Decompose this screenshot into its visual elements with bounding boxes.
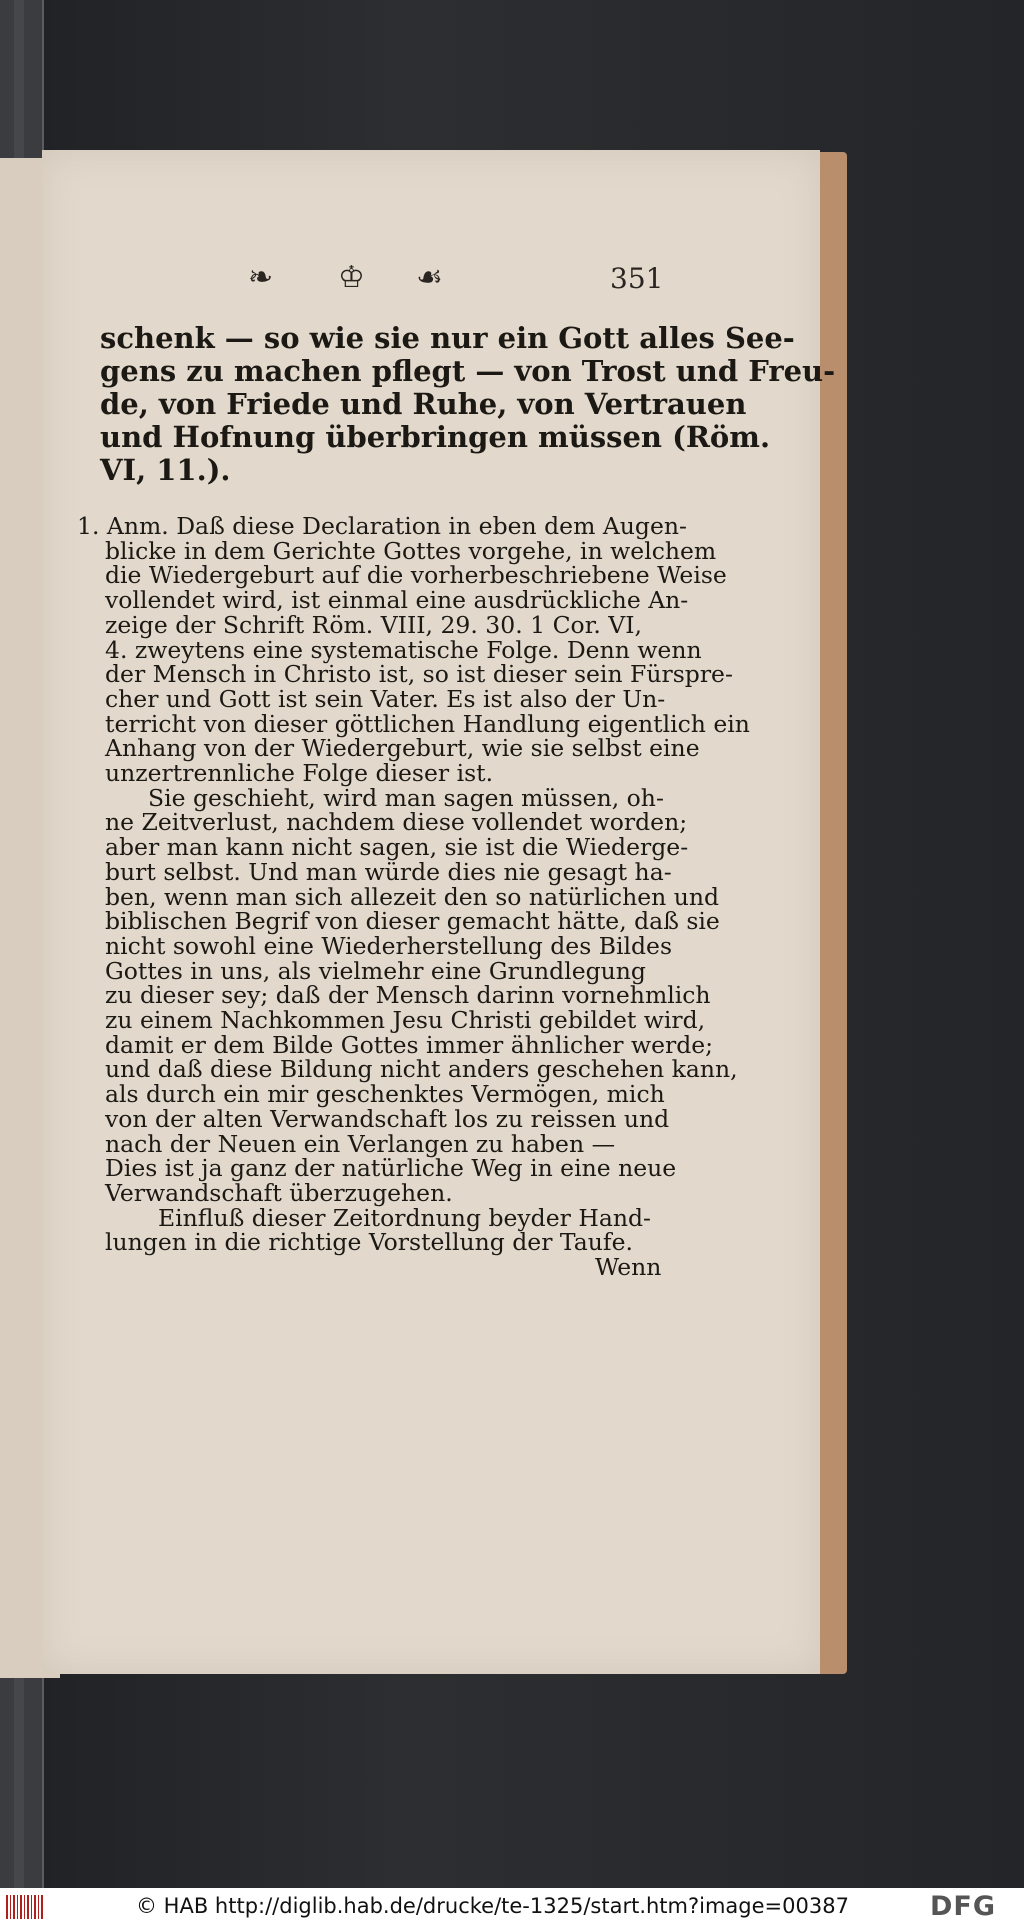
text-line: vollendet wird, ist einmal eine ausdrückliche An-: [105, 586, 689, 615]
text-line: Wenn: [595, 1253, 662, 1281]
text-line: und daß diese Bildung nicht anders geschehen kann,: [105, 1055, 738, 1084]
text-line: Dies ist ja ganz der natürliche Weg in eine neue: [105, 1154, 677, 1183]
crown-ornament-icon: ♔: [338, 260, 365, 295]
text-line: damit er dem Bilde Gottes immer ähnlicher werde;: [105, 1030, 714, 1059]
barcode-icon: [6, 1895, 44, 1919]
text-line: die Wiedergeburt auf die vorherbeschriebene Weise: [105, 561, 727, 590]
text-line: unzertrennliche Folge dieser ist.: [105, 759, 494, 787]
text-line: und Hofnung überbringen müssen (Röm.: [100, 420, 771, 454]
text-line: aber man kann nicht sagen, sie ist die Wiederge-: [105, 833, 689, 862]
text-line: nach der Neuen ein Verlangen zu haben —: [105, 1129, 616, 1158]
text-line: 4. zweytens eine systematische Folge. Denn wenn: [105, 635, 702, 664]
text-line: 1. Anm. Daß diese Declaration in eben dem Augen-: [77, 512, 687, 540]
dfg-logo: DFG: [930, 1891, 997, 1922]
text-line: nicht sowohl eine Wiederherstellung des Bildes: [105, 931, 673, 960]
text-line: cher und Gott ist sein Vater. Es ist also der Un-: [105, 684, 666, 713]
text-line: der Mensch in Christo ist, so ist dieser sein Fürspre-: [105, 660, 733, 689]
text-line: als durch ein mir geschenktes Vermögen, mich: [105, 1080, 665, 1109]
right-fleuron-icon: ☙: [416, 260, 443, 295]
text-line: ne Zeitverlust, nachdem diese vollendet worden;: [105, 808, 688, 837]
source-citation[interactable]: © HAB http://diglib.hab.de/drucke/te-1325/start.htm?image=00387: [136, 1894, 849, 1918]
text-line: terricht von dieser göttlichen Handlung eigentlich ein: [105, 709, 750, 738]
text-line: Sie geschieht, wird man sagen müssen, oh-: [148, 783, 664, 812]
text-line: biblischen Begrif von dieser gemacht hätte, daß sie: [105, 907, 720, 936]
text-line: von der alten Verwandschaft los zu reissen und: [105, 1104, 670, 1133]
text-line: Verwandschaft überzugehen.: [105, 1178, 453, 1207]
text-line: zu dieser sey; daß der Mensch darinn vornehmlich: [105, 981, 711, 1010]
text-line: burt selbst. Und man würde dies nie gesagt ha-: [105, 857, 672, 886]
text-line: de, von Friede und Ruhe, von Vertrauen: [100, 387, 747, 421]
text-line: zu einem Nachkommen Jesu Christi gebildet wird,: [105, 1006, 706, 1034]
page-number: 351: [610, 262, 664, 295]
text-line: VI, 11.).: [100, 453, 231, 487]
text-line: Einfluß dieser Zeitordnung beyder Hand-: [158, 1203, 651, 1232]
left-fleuron-icon: ❧: [248, 260, 274, 295]
footer-bar: [0, 1888, 1024, 1926]
text-line: gens zu machen pflegt — von Trost und Freu-: [100, 354, 836, 388]
text-line: ben, wenn man sich allezeit den so natürlichen und: [105, 882, 720, 911]
text-line: schenk — so wie sie nur ein Gott alles See-: [100, 321, 795, 355]
text-line: zeige der Schrift Röm. VIII, 29. 30. 1 Cor. VI,: [105, 610, 643, 639]
text-line: blicke in dem Gerichte Gottes vorgehe, in welchem: [105, 536, 717, 565]
text-line: Anhang von der Wiedergeburt, wie sie selbst eine: [105, 734, 700, 763]
text-line: Gottes in uns, als vielmehr eine Grundlegung: [105, 956, 646, 985]
running-head: [240, 252, 680, 302]
text-line: lungen in die richtige Vorstellung der Taufe.: [105, 1228, 633, 1257]
